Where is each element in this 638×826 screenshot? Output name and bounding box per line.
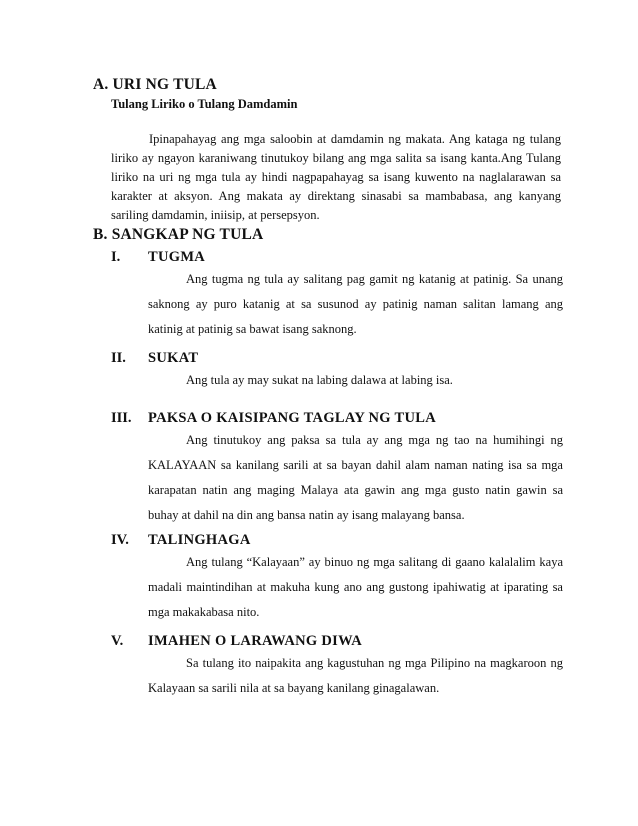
item-text: Ang tinutukoy ang paksa sa tula ay ang mga ng tao na humihingi ng KALAYAAN sa kanilang sarili at sa bayan dahil alam naman nating isa sa mga karapatan natin ang maging Malaya ata gawin ang mga gusto natin gawin sa buhay at dahil na din ang bansa natin ay isang malayang bansa. xyxy=(148,433,563,522)
item-body xyxy=(148,550,563,625)
item-number: III. xyxy=(111,410,132,426)
section-b-heading: B. SANGKAP NG TULA xyxy=(93,226,264,243)
item-title: SUKAT xyxy=(148,350,199,366)
item-text: Ang tulang “Kalayaan” ay binuo ng mga salitang di gaano kalalalim kaya madali maintindihan at makuha kung ano ang gustong ipahiwatig at iparating sa mga makakabasa nito. xyxy=(148,555,563,619)
item-text: Ang tugma ng tula ay salitang pag gamit ng katanig at patinig. Sa unang saknong ay puro katanig at sa susunod ay patinig naman salitan lamang ang katinig at patinig sa bawat isang saknong. xyxy=(148,272,563,336)
item-text: Sa tulang ito naipakita ang kagustuhan ng mga Pilipino na magkaroon ng Kalayaan sa sarili nila at sa bayang kanilang ginagalawan. xyxy=(148,656,563,695)
item-number: I. xyxy=(111,249,121,265)
item-number: IV. xyxy=(111,532,129,548)
item-number: V. xyxy=(111,633,124,649)
item-body xyxy=(148,651,563,701)
item-text: Ang tula ay may sukat na labing dalawa at labing isa. xyxy=(186,373,453,387)
item-title: IMAHEN O LARAWANG DIWA xyxy=(148,633,363,649)
section-a-paragraph-text: Ipinapahayag ang mga saloobin at damdamin ng makata. Ang kataga ng tulang liriko ay ngayon karaniwang tinutukoy bilang ang mga salita sa isang kanta.Ang Tulang liriko na uri ng mga tula ay hindi nagpapahayag sa isang kuwento na naglalarawan sa karakter at aksyon. Ang makata ay direktang sinasabi sa mambabasa, ang kanyang sariling damdamin, iniisip, at persepsyon. xyxy=(111,132,561,222)
item-body xyxy=(148,428,563,528)
item-number: II. xyxy=(111,350,126,366)
item-title: PAKSA O KAISIPANG TAGLAY NG TULA xyxy=(148,410,436,426)
item-title: TUGMA xyxy=(148,249,206,265)
section-a-paragraph xyxy=(111,130,561,225)
section-a-heading: A. URI NG TULA xyxy=(93,76,217,93)
section-a-subheading: Tulang Liriko o Tulang Damdamin xyxy=(111,97,298,111)
item-body xyxy=(148,368,563,393)
item-body xyxy=(148,267,563,342)
item-title: TALINGHAGA xyxy=(148,532,251,548)
